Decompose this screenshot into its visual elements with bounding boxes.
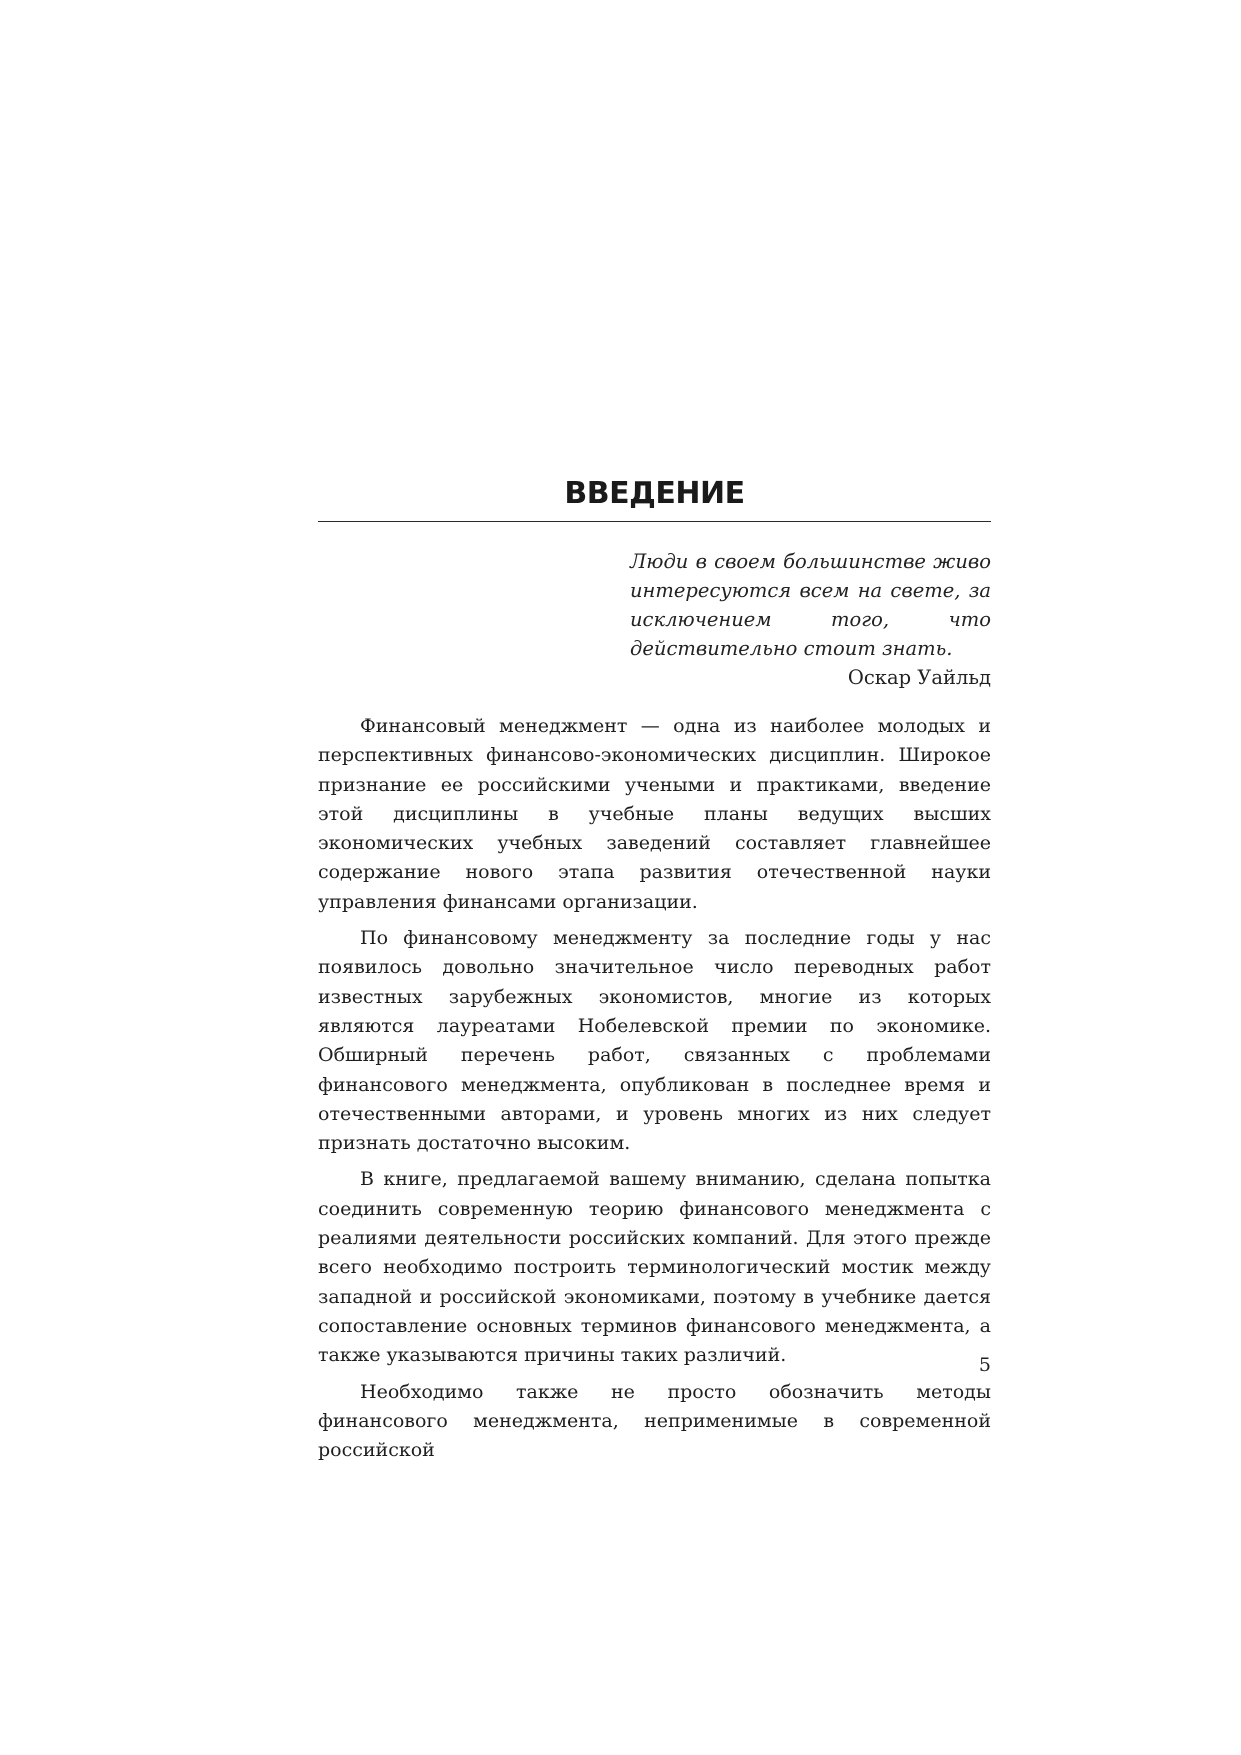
paragraph: По финансовому менеджменту за последние годы у нас появилось довольно значительное число переводных работ известных зарубежных экономистов, многие из которых являются лауреатами Нобелевской премии по экономике. Обширный перечень работ, связанных с проблемами финансового менеджмента, опубликован в последнее время и отечественными авторами, и уровень многих из них следует признать достаточно высоким. xyxy=(318,927,991,1155)
chapter-heading: ВВЕДЕНИЕ xyxy=(564,476,745,511)
heading-rule xyxy=(318,521,991,522)
body-text xyxy=(318,712,991,1472)
epigraph xyxy=(630,547,991,692)
page-number: 5 xyxy=(978,1354,991,1376)
paragraph: Финансовый менеджмент — одна из наиболее молодых и перспективных финансово-экономических дисциплин. Широкое признание ее российскими учеными и практиками, введение этой дисциплины в учебные планы ведущих высших экономических учебных заведений составляет главнейшее содержание нового этапа развития отечественной науки управления финансами организации. xyxy=(318,715,991,913)
paragraph: Необходимо также не просто обозначить методы финансового менеджмента, неприменимые в современной российской xyxy=(318,1380,991,1462)
paragraph: В книге, предлагаемой вашему вниманию, сделана попытка соединить современную теорию финансового менеджмента с реалиями деятельности российских компаний. Для этого прежде всего необходимо построить терминологический мостик между западной и российской экономиками, поэтому в учебнике дается сопоставление основных терминов финансового менеджмента, а также указываются причины таких различий. xyxy=(318,1168,991,1367)
epigraph-author: Оскар Уайльд xyxy=(847,666,991,689)
epigraph-quote: Люди в своем большинстве живо интересуются всем на свете, за исключением того, что действительно стоит знать. xyxy=(630,550,991,660)
